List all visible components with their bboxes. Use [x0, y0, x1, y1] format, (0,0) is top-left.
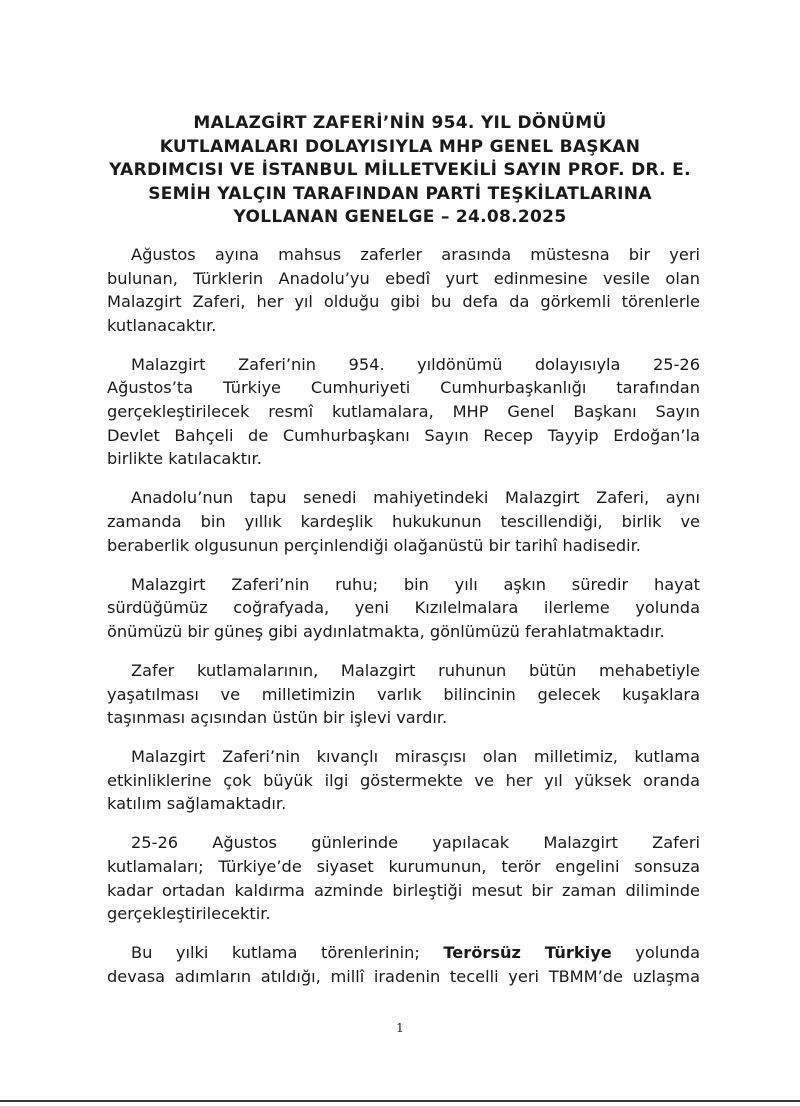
text-line: Ağustos ayına mahsus zaferler arasında müstesna bir yeri — [131, 245, 700, 264]
text-line: Anadolu’nun tapu senedi mahiyetindeki Malazgirt Zaferi, aynı — [131, 488, 700, 508]
text-line: zamanda bin yıllık kardeşlik hukukunun tescillendiği, birlik ve — [107, 511, 700, 531]
text-fragment: Bu yılki kutlama törenlerinin; — [131, 943, 444, 963]
paragraph-8 — [107, 941, 700, 988]
text-line: gerçekleştirilecek resmî kutlamalara, MHP Genel Başkanı Sayın — [107, 402, 700, 422]
text-line: katılım sağlamaktadır. — [107, 794, 287, 814]
text-line: beraberlik olgusunun perçinlendiği olağanüstü bir tarihî hadisedir. — [107, 535, 641, 555]
text-line: kadar ortadan kaldırma azminde birleştiği mesut bir zaman diliminde — [107, 880, 700, 900]
text-line: devasa adımların atıldığı, millî iradenin tecelli yeri TBMM’de uzlaşma — [107, 966, 700, 986]
text-line: gerçekleştirilecektir. — [107, 904, 271, 924]
title-line: YOLLANAN GENELGE – 24.08.2025 — [233, 207, 567, 227]
document-title — [100, 112, 700, 230]
paragraph-1 — [107, 243, 700, 337]
title-line: MALAZGİRT ZAFERİ’NİN 954. YIL DÖNÜMÜ — [193, 113, 607, 133]
bottom-divider — [0, 1100, 800, 1102]
text-line: sürdüğümüz coğrafyada, yeni Kızılelmalara ilerleme yolunda — [107, 598, 700, 618]
text-line: Zafer kutlamalarının, Malazgirt ruhunun bütün mehabetiyle — [131, 660, 700, 680]
text-line: Malazgirt Zaferi’nin kıvançlı mirasçısı olan milletimiz, kutlama — [131, 747, 700, 767]
text-line: kutlanacaktır. — [107, 315, 217, 335]
text-line: bulunan, Türklerin Anadolu’yu ebedî yurt edinmesine vesile olan — [107, 268, 700, 288]
text-line — [107, 941, 700, 965]
title-line: SEMİH YALÇIN TARAFINDAN PARTİ TEŞKİLATLARINA — [148, 183, 652, 204]
text-line: etkinliklerine çok büyük ilgi göstermekte ve her yıl yüksek oranda — [107, 770, 700, 790]
page-number: 1 — [396, 1021, 404, 1035]
document-body — [107, 243, 700, 1004]
text-line: taşınması açısından üstün bir işlevi vardır. — [107, 708, 448, 728]
text-line: Malazgirt Zaferi’nin 954. yıldönümü dolayısıyla 25-26 — [131, 354, 700, 374]
text-line: birlikte katılacaktır. — [107, 449, 262, 469]
title-line: YARDIMCISI VE İSTANBUL MİLLETVEKİLİ SAYIN PROF. DR. E. — [109, 160, 691, 180]
text-line: önümüzü bir güneş gibi aydınlatmakta, gönlümüzü ferahlatmaktadır. — [107, 621, 665, 641]
paragraph-5 — [107, 659, 700, 730]
paragraph-6 — [107, 745, 700, 816]
paragraph-3 — [107, 486, 700, 557]
text-line: Ağustos’ta Türkiye Cumhuriyeti Cumhurbaşkanlığı tarafından — [107, 378, 700, 398]
text-line: Devlet Bahçeli de Cumhurbaşkanı Sayın Recep Tayyip Erdoğan’la — [107, 425, 700, 445]
text-line: kutlamaları; Türkiye’de siyaset kurumunun, terör engelini sonsuza — [107, 857, 700, 877]
paragraph-2 — [107, 353, 700, 471]
text-line: Malazgirt Zaferi, her yıl olduğu gibi bu defa da görkemli törenlerle — [107, 292, 700, 312]
text-line: Malazgirt Zaferi’nin ruhu; bin yılı aşkın süredir hayat — [131, 574, 700, 594]
text-line: 25-26 Ağustos günlerinde yapılacak Malazgirt Zaferi — [131, 833, 700, 853]
text-line: yaşatılması ve milletimizin varlık bilincinin gelecek kuşaklara — [107, 684, 700, 704]
paragraph-4 — [107, 573, 700, 644]
text-fragment: yolunda — [611, 943, 700, 963]
emphasis-text: Terörsüz Türkiye — [443, 943, 612, 963]
paragraph-7 — [107, 831, 700, 925]
title-line: KUTLAMALARI DOLAYISIYLA MHP GENEL BAŞKAN — [159, 136, 641, 157]
